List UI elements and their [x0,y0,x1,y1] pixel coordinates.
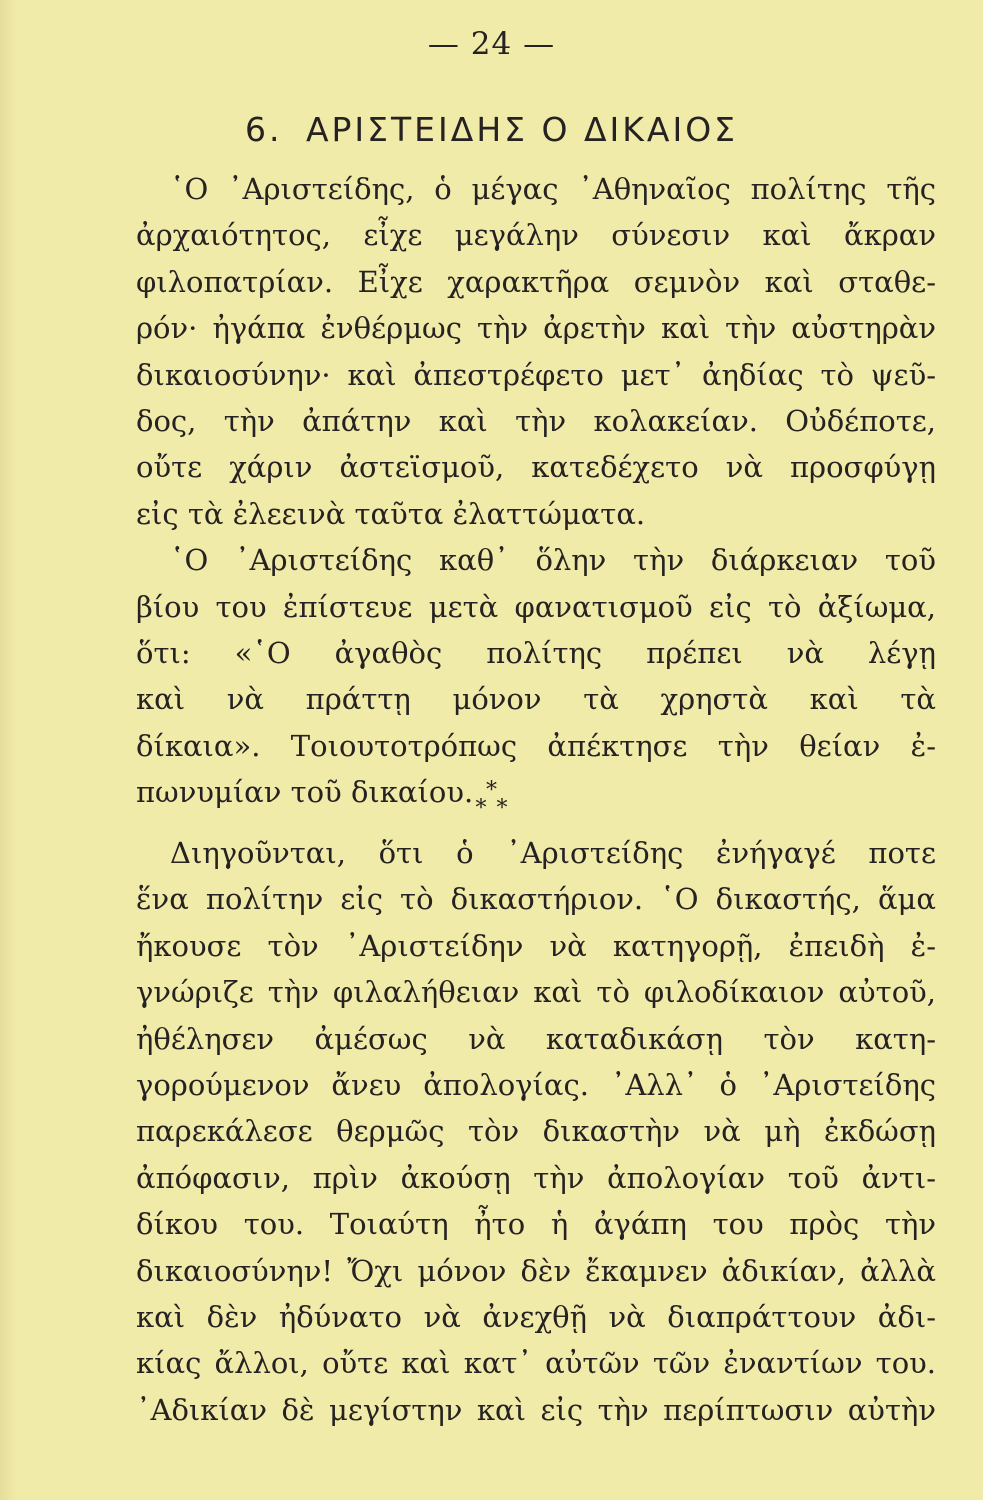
chapter-heading: ΑΡΙΣΤΕΙΔΗΣ Ο ΔΙΚΑΙΟΣ [305,110,739,149]
text-line: καὶ δὲν ἠδύνατο νὰ ἀνεχθῇ νὰ διαπράττουν ἀδι- [136,1299,936,1334]
text-line: ἤκουσε τὸν ᾿Αριστείδην νὰ κατηγορῇ, ἐπειδὴ ἐ- [136,928,936,963]
text-line: δος, τὴν ἀπάτην καὶ τὴν κολακείαν. Οὐδέποτε, [136,403,936,438]
page-number: — 24 — [427,26,556,62]
text-line: Διηγοῦνται, ὅτι ὁ ᾿Αριστείδης ἐνήγαγέ ποτε [170,836,936,870]
text-line: ἕνα πολίτην εἰς τὸ δικαστήριον. ῾Ο δικαστής, ἅμα [136,882,936,917]
text-line: ῾Ο ᾿Αριστείδης καθ᾿ ὅλην τὴν διάρκειαν τοῦ [170,543,936,578]
text-block-lower [136,830,936,1433]
text-line: ἠθέλησεν ἀμέσως νὰ καταδικάσῃ τὸν κατη- [136,1021,936,1056]
chapter-number: 6. [244,110,283,149]
text-block-upper [136,166,936,815]
text-line: ἀπόφασιν, πρὶν ἀκούσῃ τὴν ἀπολογίαν τοῦ ἀντι- [136,1160,936,1195]
text-line: ἀρχαιότητος, εἶχε μεγάλην σύνεσιν καὶ ἄκραν [136,218,936,253]
text-line: γορούμενον ἄνευ ἀπολογίας. ᾿Αλλ᾿ ὁ ᾿Αριστείδης [136,1067,936,1102]
text-line: δίκου του. Τοιαύτη ἦτο ἡ ἀγάπη του πρὸς τὴν [136,1207,936,1242]
text-line: ᾿Αδικίαν δὲ μεγίστην καὶ εἰς τὴν περίπτωσιν αὐτὴν [136,1392,936,1427]
text-line: πωνυμίαν τοῦ δικαίου. [136,775,474,810]
text-line: καὶ νὰ πράττῃ μόνον τὰ χρηστὰ καὶ τὰ [136,682,936,717]
text-line: βίου του ἐπίστευε μετὰ φανατισμοῦ εἰς τὸ ἀξίωμα, [136,589,936,624]
text-line: ρόν· ἠγάπα ἐνθέρμως τὴν ἀρετὴν καὶ τὴν αὐστηρὰν [136,311,936,346]
asterism-top: * [486,778,497,803]
text-line: δικαιοσύνην· καὶ ἀπεστρέφετο μετ᾿ ἀηδίας τὸ ψεῦ- [136,357,936,392]
text-line: ῾Ο ᾿Αριστείδης, ὁ μέγας ᾿Αθηναῖος πολίτης τῆς [170,172,936,206]
text-line: εἰς τὰ ἐλεεινὰ ταῦτα ἐλαττώματα. [136,496,646,531]
asterism-separator [0,778,983,821]
text-line: οὔτε χάριν ἀστεϊσμοῦ, κατεδέχετο νὰ προσφύγῃ [136,450,936,485]
text-line: δίκαια». Τοιουτοτρόπως ἀπέκτησε τὴν θείαν ἐ- [136,728,936,763]
text-line: ὅτι: «῾Ο ἀγαθὸς πολίτης πρέπει νὰ λέγῃ [136,635,936,670]
text-line: παρεκάλεσε θερμῶς τὸν δικαστὴν νὰ μὴ ἐκδώσῃ [136,1114,936,1149]
text-line: κίας ἄλλοι, οὔτε καὶ κατ᾿ αὐτῶν τῶν ἐναντίων του. [136,1346,936,1381]
asterism-bottom: ** [475,796,518,821]
text-line: δικαιοσύνην! Ὄχι μόνον δὲν ἔκαμνεν ἀδικίαν, ἀλλὰ [136,1253,936,1288]
text-line: φιλοπατρίαν. Εἶχε χαρακτῆρα σεμνὸν καὶ σταθε- [136,264,936,299]
text-line: γνώριζε τὴν φιλαλήθειαν καὶ τὸ φιλοδίκαιον αὐτοῦ, [136,975,936,1010]
chapter-title [0,110,983,149]
